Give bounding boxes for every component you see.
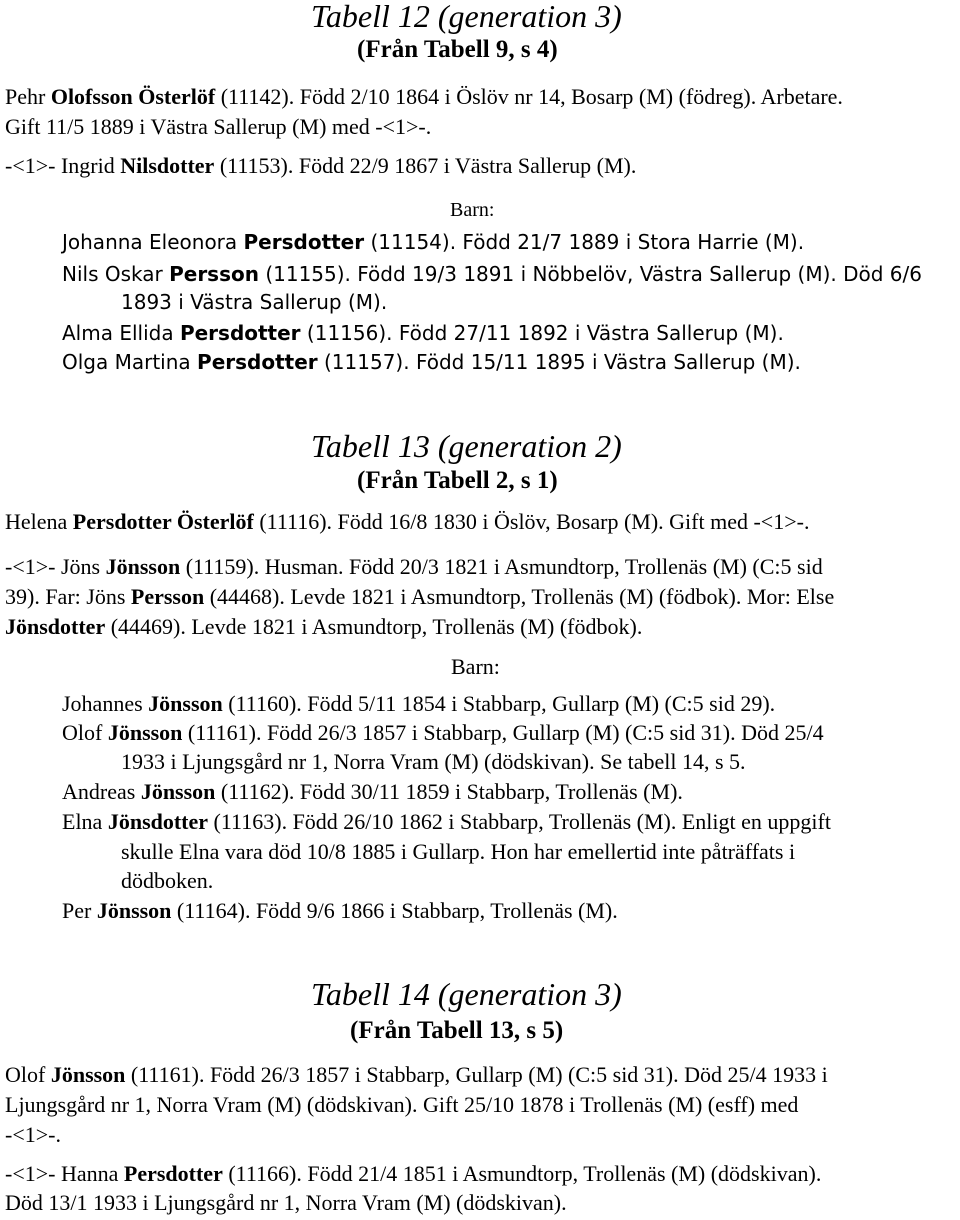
spouse-line: -<1>- Ingrid Nilsdotter (11153). Född 22/9 1867 i Västra Sallerup (M).: [5, 153, 637, 178]
child-entry: Alma Ellida Persdotter (11156). Född 27/11 1892 i Västra Sallerup (M).: [62, 321, 784, 345]
surname: Jönsson: [96, 898, 172, 923]
spouse-line: -<1>- Hanna Persdotter (11166). Född 21/4 1851 i Asmundtorp, Trollenäs (M) (dödskivan).: [5, 1161, 822, 1186]
surname: Jönsson: [107, 720, 183, 745]
person-line: Olof Jönsson (11161). Född 26/3 1857 i Stabbarp, Gullarp (M) (C:5 sid 31). Död 25/4 1933 i: [5, 1062, 828, 1087]
surname: Persdotter: [243, 230, 365, 254]
child-entry-continuation: 1893 i Västra Sallerup (M).: [121, 290, 388, 314]
surname: Persdotter: [197, 350, 318, 374]
spouse-line: Jönsdotter (44469). Levde 1821 i Asmundtorp, Trollenäs (M) (födbok).: [5, 614, 643, 639]
person-line-continuation: -<1>-.: [5, 1122, 61, 1147]
surname: Jönsson: [140, 779, 216, 804]
child-entry-continuation: skulle Elna vara död 10/8 1885 i Gullarp. Hon har emellertid inte påträffats i: [121, 839, 796, 864]
surname: Persdotter: [179, 321, 301, 345]
section-title: Tabell 13 (generation 2): [311, 428, 622, 464]
section-title: Tabell 12 (generation 3): [311, 0, 622, 34]
person-line: Helena Persdotter Österlöf (11116). Född 16/8 1830 i Öslöv, Bosarp (M). Gift med -<1>-.: [5, 509, 810, 534]
child-entry: Johannes Jönsson (11160). Född 5/11 1854 i Stabbarp, Gullarp (M) (C:5 sid 29).: [62, 691, 776, 716]
child-entry: Andreas Jönsson (11162). Född 30/11 1859 i Stabbarp, Trollenäs (M).: [62, 779, 683, 804]
child-entry-continuation: dödboken.: [121, 868, 214, 893]
child-entry: Elna Jönsdotter (11163). Född 26/10 1862 i Stabbarp, Trollenäs (M). Enligt en uppgift: [62, 809, 831, 834]
section-title: Tabell 14 (generation 3): [311, 976, 622, 1012]
children-heading: Barn:: [450, 199, 495, 221]
surname: Persdotter Österlöf: [72, 509, 254, 534]
surname: Jönsson: [50, 1062, 126, 1087]
child-entry: Johanna Eleonora Persdotter (11154). Född 21/7 1889 i Stora Harrie (M).: [62, 230, 805, 254]
surname: Jönsdotter: [5, 614, 106, 639]
surname: Jönsson: [148, 691, 223, 716]
section-subtitle: (Från Tabell 9, s 4): [357, 36, 558, 63]
spouse-line-continuation: Död 13/1 1933 i Ljungsgård nr 1, Norra Vram (M) (dödskivan).: [5, 1190, 567, 1215]
spouse-line: -<1>- Jöns Jönsson (11159). Husman. Född 20/3 1821 i Asmundtorp, Trollenäs (M) (C:5 sid: [5, 554, 823, 579]
surname: Persdotter: [123, 1161, 223, 1186]
child-entry-continuation: 1933 i Ljungsgård nr 1, Norra Vram (M) (dödskivan). Se tabell 14, s 5.: [121, 749, 746, 774]
person-line: Pehr Olofsson Österlöf (11142). Född 2/10 1864 i Öslöv nr 14, Bosarp (M) (födreg). Arbetare.: [5, 84, 843, 109]
surname: Persson: [169, 262, 259, 286]
surname: Jönsson: [105, 554, 181, 579]
spouse-line: 39). Far: Jöns Persson (44468). Levde 1821 i Asmundtorp, Trollenäs (M) (födbok). Mor: Else: [5, 584, 835, 609]
child-entry: Per Jönsson (11164). Född 9/6 1866 i Stabbarp, Trollenäs (M).: [62, 898, 618, 923]
children-heading: Barn:: [451, 654, 500, 679]
section-subtitle: (Från Tabell 13, s 5): [350, 1017, 564, 1044]
surname: Jönsdotter: [107, 809, 209, 834]
surname: Nilsdotter: [120, 153, 215, 178]
surname: Olofsson Österlöf: [50, 84, 216, 109]
child-entry: Nils Oskar Persson (11155). Född 19/3 1891 i Nöbbelöv, Västra Sallerup (M). Död 6/6: [62, 262, 922, 286]
child-entry: Olof Jönsson (11161). Född 26/3 1857 i Stabbarp, Gullarp (M) (C:5 sid 31). Död 25/4: [62, 720, 824, 745]
marriage-line: Gift 11/5 1889 i Västra Sallerup (M) med -<1>-.: [5, 114, 432, 139]
section-subtitle: (Från Tabell 2, s 1): [357, 467, 558, 494]
person-line-continuation: Ljungsgård nr 1, Norra Vram (M) (dödskivan). Gift 25/10 1878 i Trollenäs (M) (esff) med: [5, 1092, 799, 1117]
child-entry: Olga Martina Persdotter (11157). Född 15/11 1895 i Västra Sallerup (M).: [62, 350, 801, 374]
surname: Persson: [130, 584, 205, 609]
